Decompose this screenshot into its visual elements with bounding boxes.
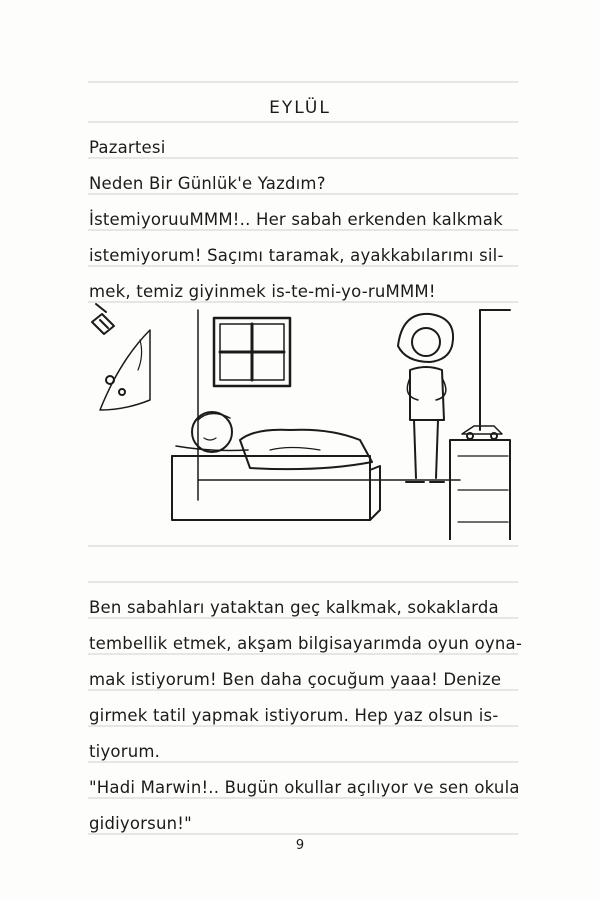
text-line: girmek tatil yapmak istiyorum. Hep yaz olsun is- xyxy=(89,706,499,725)
text-line: İstemiyoruuMMM!.. Her sabah erkenden kalkmak xyxy=(89,210,503,229)
text-line: mek, temiz giyinmek is-te-mi-yo-ruMMM! xyxy=(89,282,436,301)
text-line: Neden Bir Günlük'e Yazdım? xyxy=(89,174,326,193)
bedroom-illustration xyxy=(80,300,520,540)
text-line: tembellik etmek, akşam bilgisayarımda oyun oyna- xyxy=(89,634,523,653)
page-title: EYLÜL xyxy=(269,98,331,118)
text-line: "Hadi Marwin!.. Bugün okullar açılıyor ve sen okula xyxy=(89,778,520,797)
satellite-icon xyxy=(92,304,114,334)
text-line: istemiyorum! Saçımı taramak, ayakkabılarımı sil- xyxy=(89,246,504,265)
text-line: mak istiyorum! Ben daha çocuğum yaaa! Denize xyxy=(89,670,502,689)
page-number: 9 xyxy=(295,838,305,853)
mother-figure xyxy=(398,314,453,482)
text-line: tiyorum. xyxy=(89,742,161,761)
text-line: Ben sabahları yataktan geç kalkmak, sokaklarda xyxy=(89,598,499,617)
text-line: gidiyorsun!" xyxy=(89,814,192,833)
text-line: Pazartesi xyxy=(89,138,166,157)
